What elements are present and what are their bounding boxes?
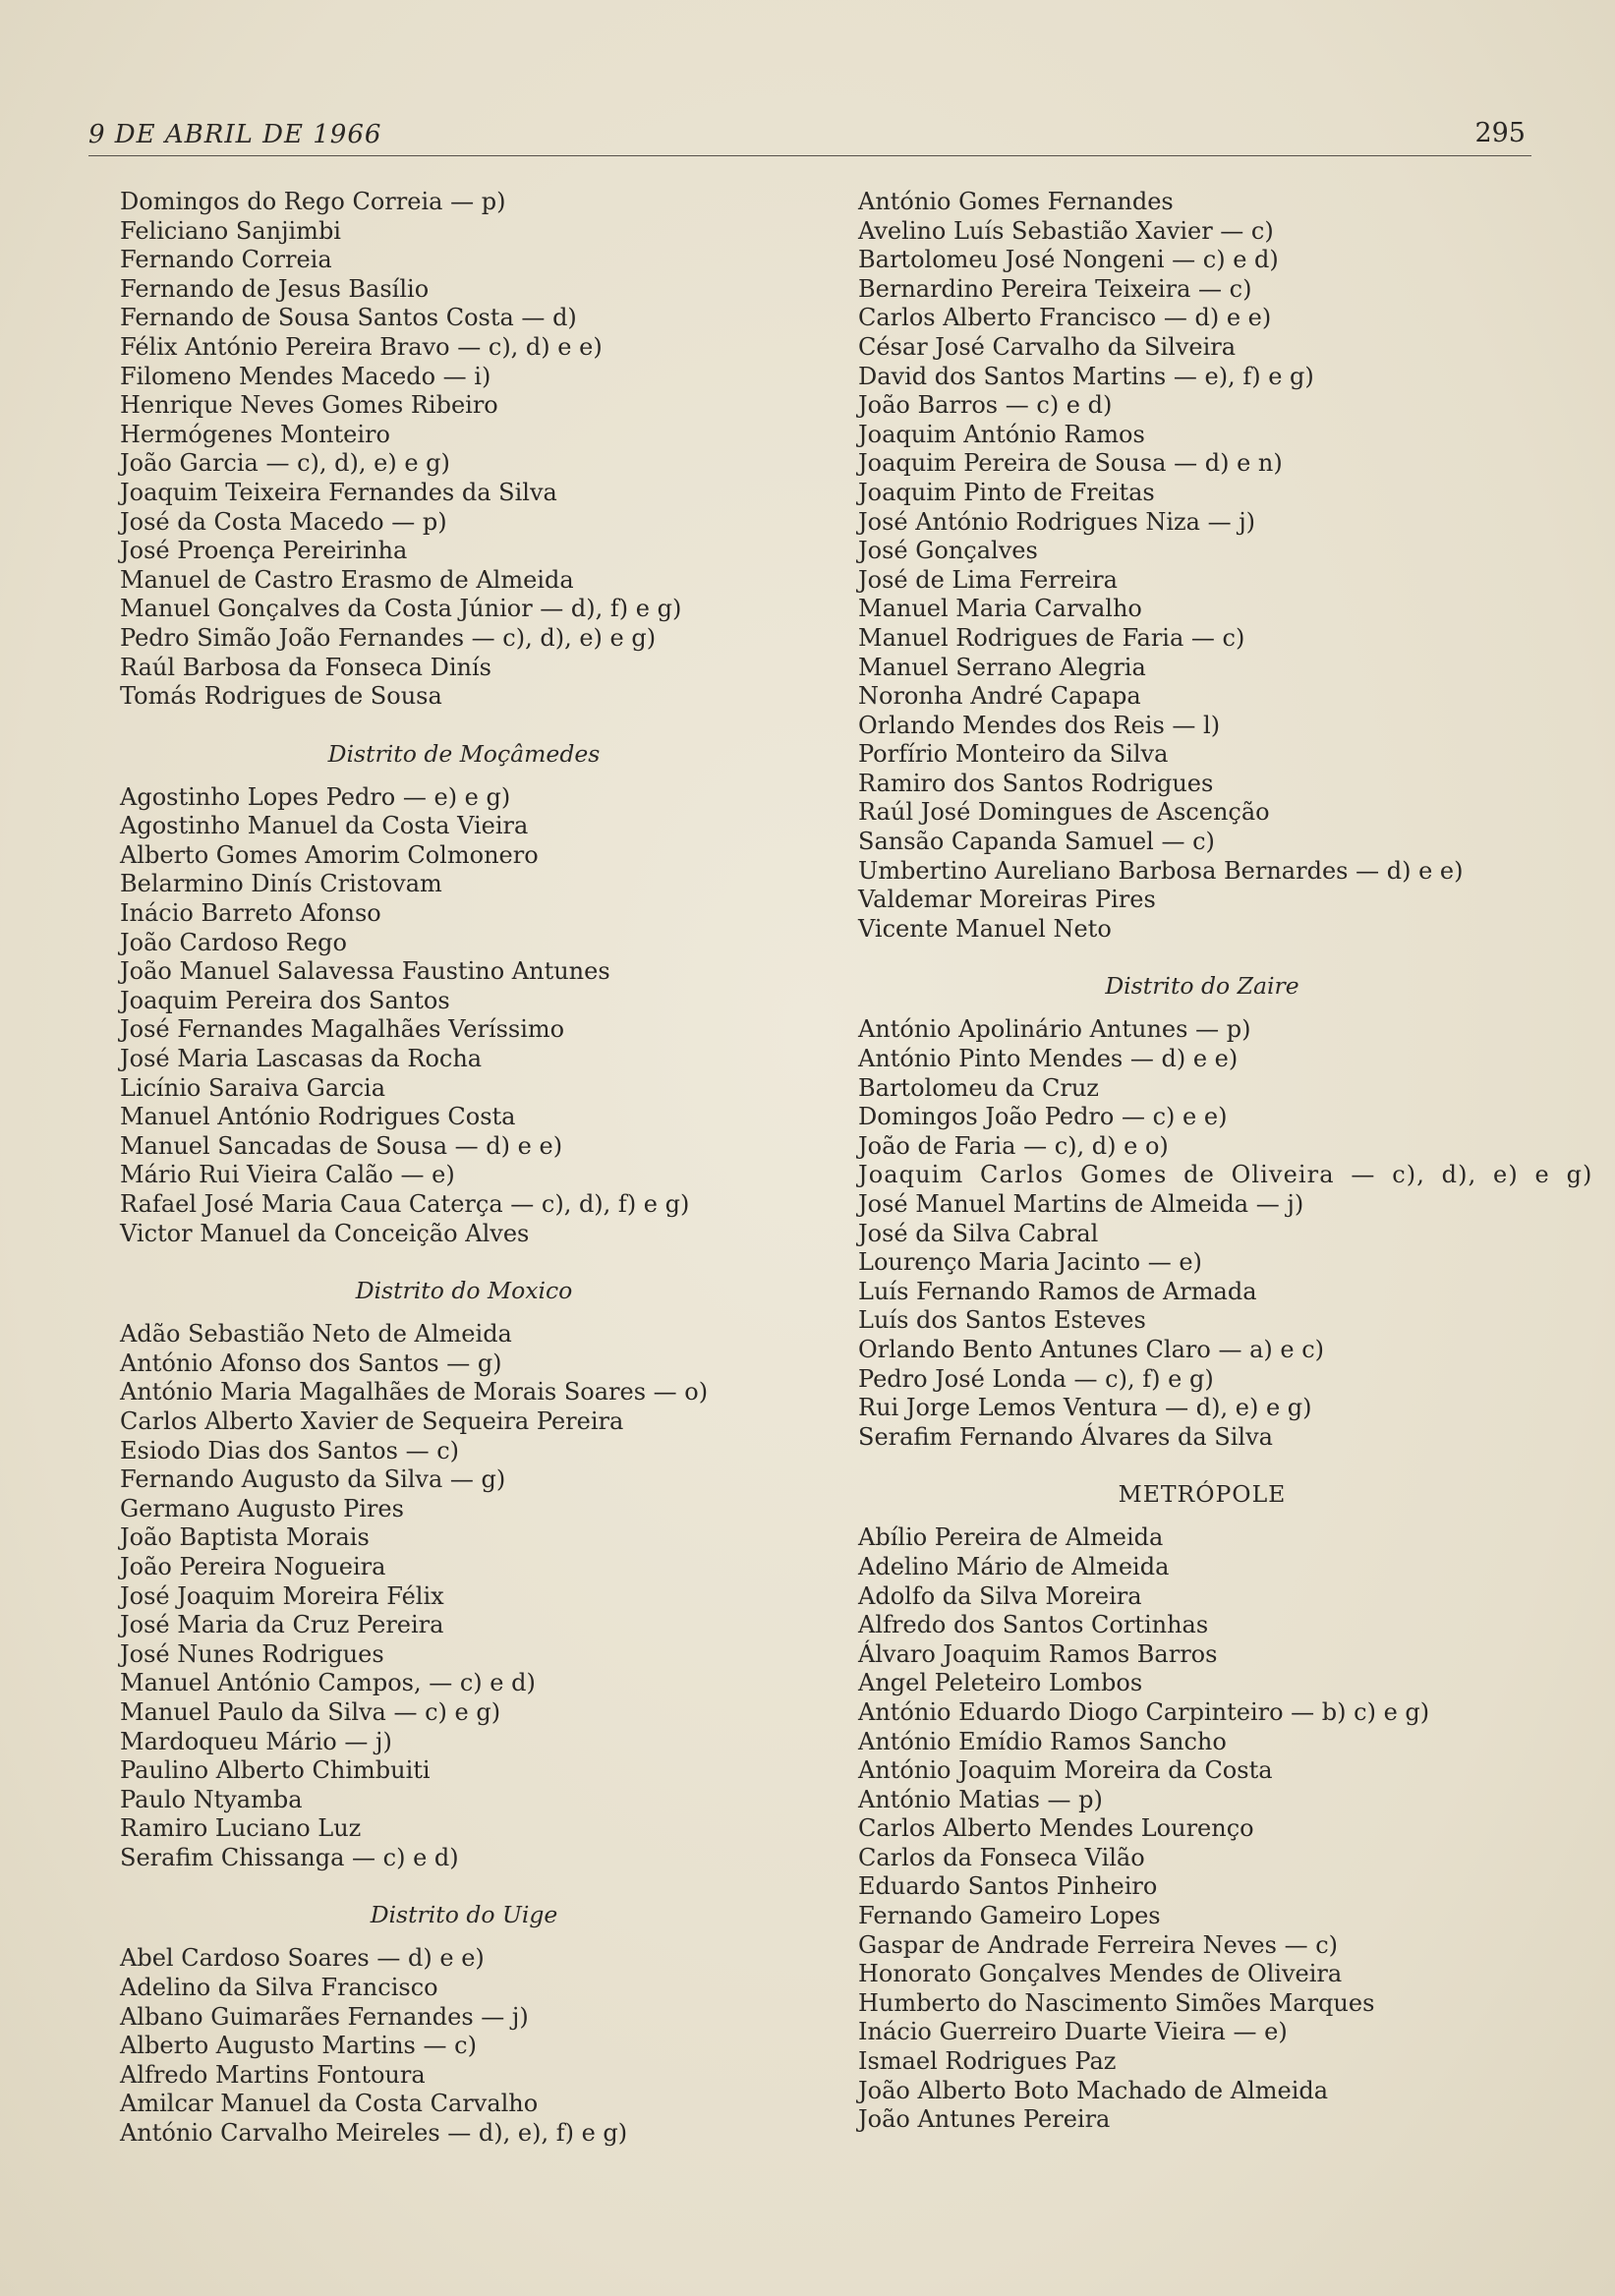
list-item: Manuel Serrano Alegria (858, 653, 1146, 681)
left-column (120, 188, 808, 2149)
list-item: Pedro Simão João Fernandes — c), d), e) e g) (120, 623, 657, 652)
list-item: Lourenço Maria Jacinto — e) (858, 1248, 1202, 1277)
list-item: José Nunes Rodrigues (120, 1639, 384, 1668)
list-item: Rui Jorge Lemos Ventura — d), e) e g) (858, 1394, 1312, 1422)
list-item: Mardoqueu Mário — j) (120, 1727, 392, 1755)
list-item: Domingos do Rego Correia — p) (120, 188, 506, 215)
list-item: Avelino Luís Sebastião Xavier — c) (858, 216, 1274, 245)
list-item: Adolfo da Silva Moreira (858, 1581, 1142, 1610)
section-heading-moxico: Distrito do Moxico (355, 1277, 573, 1305)
right-column (858, 188, 1593, 2135)
list-item: Paulo Ntyamba (120, 1785, 303, 1813)
list-item: José Fernandes Magalhães Veríssimo (120, 1015, 565, 1044)
name-list (120, 188, 808, 712)
name-list (858, 1523, 1546, 2134)
list-item: Mário Rui Vieira Calão — e) (120, 1161, 455, 1189)
list-item: José António Rodrigues Niza — j) (858, 507, 1256, 536)
list-item: José Joaquim Moreira Félix (120, 1581, 444, 1610)
list-item: Manuel Sancadas de Sousa — d) e e) (120, 1131, 563, 1160)
list-item: César José Carvalho da Silveira (858, 332, 1237, 361)
list-item: Manuel Paulo da Silva — c) e g) (120, 1697, 501, 1726)
list-item: Bartolomeu José Nongeni — c) e d) (858, 246, 1279, 274)
list-item: Porfírio Monteiro da Silva (858, 740, 1169, 769)
list-item: Gaspar de Andrade Ferreira Neves — c) (858, 1930, 1339, 1959)
list-item: Noronha André Capapa (858, 682, 1141, 711)
list-item: Bernardino Pereira Teixeira — c) (858, 274, 1252, 303)
list-item: Bartolomeu da Cruz (858, 1073, 1099, 1102)
list-item: José da Silva Cabral (858, 1219, 1099, 1247)
list-item: Pedro José Londa — c), f) e g) (858, 1364, 1214, 1393)
list-item: Feliciano Sanjimbi (120, 216, 341, 245)
list-item: João Alberto Boto Machado de Almeida (858, 2076, 1329, 2104)
list-item: Victor Manuel da Conceição Alves (120, 1219, 530, 1247)
list-item: Álvaro Joaquim Ramos Barros (858, 1639, 1218, 1668)
list-item: José Gonçalves (858, 537, 1038, 565)
list-item: Manuel António Campos, — c) e d) (120, 1669, 536, 1697)
list-item: Joaquim Pereira dos Santos (120, 986, 450, 1014)
list-item: Tomás Rodrigues de Sousa (120, 682, 442, 711)
list-item: Manuel Maria Carvalho (858, 595, 1142, 623)
list-item: Rafael José Maria Caua Caterça — c), d), f) e g) (120, 1190, 690, 1218)
list-item: Orlando Bento Antunes Claro — a) e c) (858, 1335, 1325, 1363)
list-item: Alfredo Martins Fontoura (120, 2060, 426, 2089)
list-item: Sansão Capanda Samuel — c) (858, 828, 1215, 856)
list-item: Alfredo dos Santos Cortinhas (858, 1611, 1209, 1639)
list-item: Vicente Manuel Neto (858, 914, 1112, 943)
list-item: Manuel Gonçalves da Costa Júnior — d), f) e g) (120, 595, 682, 623)
list-item: João Barros — c) e d) (858, 391, 1113, 420)
name-list (120, 1944, 808, 2148)
section-heading-mocamedes: Distrito de Moçâmedes (327, 739, 601, 768)
list-item: David dos Santos Martins — e), f) e g) (858, 362, 1314, 390)
list-item: Fernando Augusto da Silva — g) (120, 1465, 506, 1494)
list-item: João de Faria — c), d) e o) (858, 1131, 1169, 1160)
list-item: José Maria da Cruz Pereira (120, 1611, 444, 1639)
list-item: Eduardo Santos Pinheiro (858, 1872, 1158, 1901)
list-item: António Afonso dos Santos — g) (120, 1349, 502, 1377)
list-item: João Garcia — c), d), e) e g) (120, 449, 450, 478)
list-item: José Manuel Martins de Almeida — j) (858, 1190, 1304, 1218)
list-item: Joaquim Pinto de Freitas (858, 478, 1155, 506)
list-item: António Matias — p) (858, 1785, 1103, 1813)
name-list (120, 783, 808, 1249)
list-item: Fernando de Jesus Basílio (120, 274, 430, 303)
name-list (858, 188, 1546, 944)
list-item: José Proença Pereirinha (120, 537, 408, 565)
list-item: Raúl José Domingues de Ascenção (858, 798, 1270, 827)
page-number: 295 (1474, 118, 1526, 148)
list-item: António Joaquim Moreira da Costa (858, 1756, 1273, 1785)
list-item: José da Costa Macedo — p) (120, 507, 447, 536)
list-item: Abel Cardoso Soares — d) e e) (120, 1944, 485, 1973)
list-item: José de Lima Ferreira (858, 565, 1118, 594)
list-item: Manuel Rodrigues de Faria — c) (858, 623, 1245, 652)
list-item: António Pinto Mendes — d) e e) (858, 1045, 1239, 1073)
list-item: Germano Augusto Pires (120, 1494, 404, 1522)
name-list (858, 1015, 1593, 1452)
list-item: Adão Sebastião Neto de Almeida (120, 1320, 512, 1349)
list-item: Valdemar Moreiras Pires (858, 886, 1156, 914)
list-item: Adelino Mário de Almeida (858, 1552, 1170, 1580)
list-item: António Eduardo Diogo Carpinteiro — b) c) e g) (858, 1697, 1430, 1726)
list-item: José Maria Lascasas da Rocha (120, 1045, 483, 1073)
list-item: Domingos João Pedro — c) e e) (858, 1103, 1228, 1131)
list-item: Serafim Chissanga — c) e d) (120, 1843, 459, 1871)
list-item: Luís Fernando Ramos de Armada (858, 1277, 1257, 1305)
list-item: Agostinho Lopes Pedro — e) e g) (120, 782, 511, 811)
list-item: Fernando Gameiro Lopes (858, 1902, 1161, 1930)
list-item: Serafim Fernando Álvares da Silva (858, 1422, 1273, 1451)
list-item: António Emídio Ramos Sancho (858, 1727, 1227, 1755)
list-item: João Antunes Pereira (858, 2105, 1111, 2134)
list-item: Fernando Correia (120, 246, 332, 274)
list-item: Filomeno Mendes Macedo — i) (120, 362, 491, 390)
list-item: Carlos Alberto Xavier de Sequeira Pereira (120, 1406, 624, 1435)
list-item: Luís dos Santos Esteves (858, 1306, 1146, 1335)
list-item: João Cardoso Rego (120, 928, 347, 956)
list-item: Carlos da Fonseca Vilão (858, 1843, 1145, 1871)
list-item: Belarmino Dinís Cristovam (120, 870, 442, 898)
list-item: Alberto Augusto Martins — c) (120, 2032, 477, 2060)
list-item: Honorato Gonçalves Mendes de Oliveira (858, 1960, 1343, 1988)
list-item: Henrique Neves Gomes Ribeiro (120, 391, 498, 420)
page-header (88, 116, 1531, 156)
list-item: Manuel António Rodrigues Costa (120, 1103, 516, 1131)
list-item: Humberto do Nascimento Simões Marques (858, 1988, 1375, 2017)
section-heading-uige: Distrito do Uige (370, 1901, 558, 1929)
list-item: Licínio Saraiva Garcia (120, 1073, 386, 1102)
page-date: 9 DE ABRIL DE 1966 (88, 120, 382, 149)
list-item: Alberto Gomes Amorim Colmonero (120, 840, 539, 869)
list-item: Ramiro Luciano Luz (120, 1814, 362, 1843)
list-item: António Maria Magalhães de Morais Soares — o) (120, 1378, 709, 1406)
list-item: Joaquim Pereira de Sousa — d) e n) (858, 449, 1283, 478)
list-item: Joaquim António Ramos (858, 420, 1145, 448)
list-item: Ismael Rodrigues Paz (858, 2047, 1117, 2076)
list-item: Orlando Mendes dos Reis — l) (858, 711, 1221, 739)
list-item: António Gomes Fernandes (858, 188, 1174, 215)
list-item: Adelino da Silva Francisco (120, 1974, 438, 2002)
list-item: Albano Guimarães Fernandes — j) (120, 2002, 529, 2031)
list-item: Angel Peleteiro Lombos (858, 1669, 1143, 1697)
list-item: Inácio Guerreiro Duarte Vieira — e) (858, 2018, 1288, 2046)
list-item: Ramiro dos Santos Rodrigues (858, 769, 1214, 797)
list-item: Raúl Barbosa da Fonseca Dinís (120, 653, 491, 681)
list-item: João Pereira Nogueira (120, 1552, 386, 1580)
list-item: Abílio Pereira de Almeida (858, 1523, 1164, 1552)
list-item: Manuel de Castro Erasmo de Almeida (120, 565, 574, 594)
list-item: Fernando de Sousa Santos Costa — d) (120, 304, 577, 332)
section-heading-zaire: Distrito do Zaire (1105, 972, 1299, 1001)
list-item: João Baptista Morais (120, 1523, 370, 1552)
list-item: António Apolinário Antunes — p) (858, 1015, 1251, 1044)
list-item: Félix António Pereira Bravo — c), d) e e) (120, 332, 603, 361)
list-item: Inácio Barreto Afonso (120, 899, 381, 928)
name-list (120, 1320, 808, 1872)
list-item: Esiodo Dias dos Santos — c) (120, 1436, 460, 1464)
list-item: Umbertino Aureliano Barbosa Bernardes — d) e e) (858, 856, 1464, 885)
list-item: Hermógenes Monteiro (120, 420, 390, 448)
list-item: João Manuel Salavessa Faustino Antunes (120, 957, 610, 986)
list-item: Agostinho Manuel da Costa Vieira (120, 812, 529, 840)
section-heading-metropole: METRÓPOLE (1118, 1480, 1287, 1509)
list-item: António Carvalho Meireles — d), e), f) e g) (120, 2119, 628, 2148)
list-item: Carlos Alberto Francisco — d) e e) (858, 304, 1272, 332)
list-item: Joaquim Teixeira Fernandes da Silva (120, 478, 557, 506)
list-item: Paulino Alberto Chimbuiti (120, 1756, 431, 1785)
list-item: Amilcar Manuel da Costa Carvalho (120, 2090, 539, 2118)
list-item: Joaquim Carlos Gomes de Oliveira — c), d), e) e g) (858, 1161, 1593, 1189)
list-item: Carlos Alberto Mendes Lourenço (858, 1814, 1254, 1843)
